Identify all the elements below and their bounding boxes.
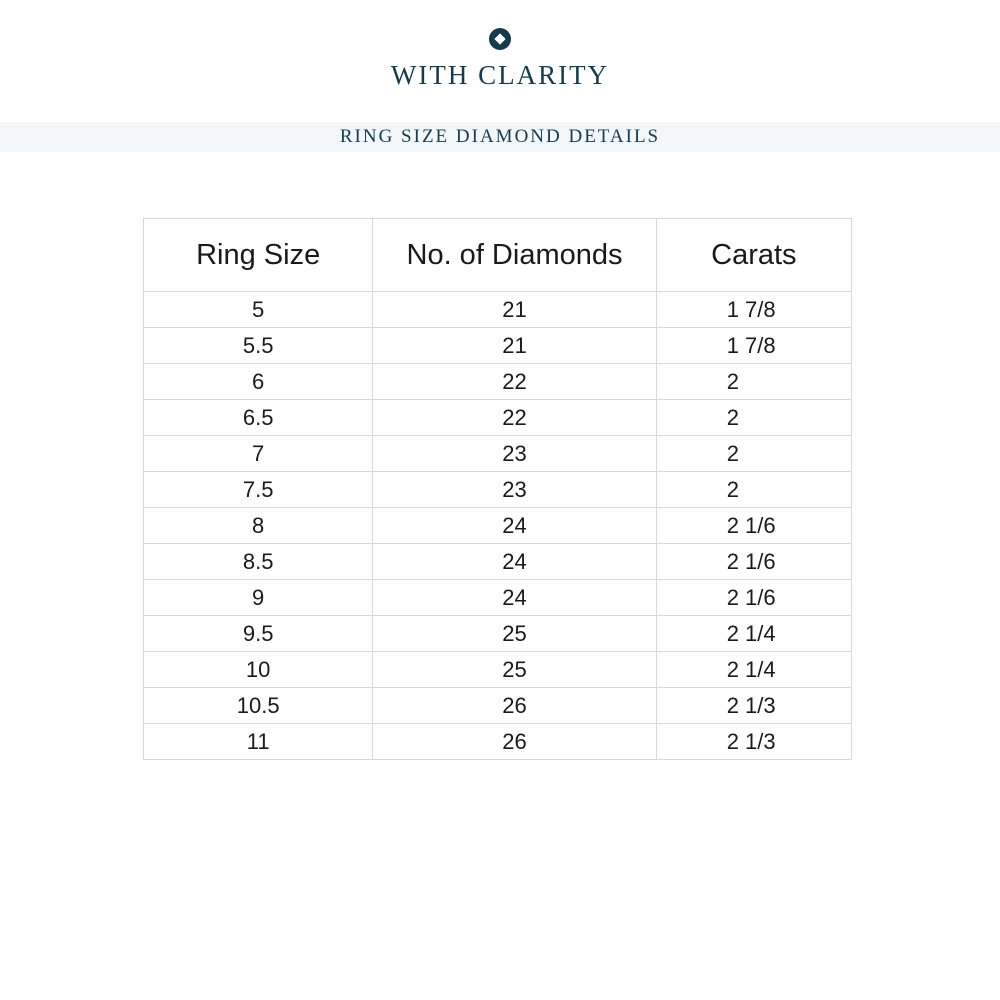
diamond-count-cell: 22 (373, 400, 656, 436)
page-title: RING SIZE DIAMOND DETAILS (339, 126, 661, 147)
ring-size-cell: 9 (144, 580, 373, 616)
column-header-ring-size: Ring Size (144, 219, 373, 292)
ring-size-cell: 6.5 (144, 400, 373, 436)
diamond-count-cell: 26 (373, 688, 656, 724)
table-row (144, 616, 852, 652)
title-band (0, 122, 1000, 152)
carats-cell: 2 1/6 (656, 580, 851, 616)
carats-cell: 1 7/8 (656, 328, 851, 364)
table-row (144, 508, 852, 544)
table-row (144, 436, 852, 472)
diamond-count-cell: 21 (373, 292, 656, 328)
carats-cell: 2 1/6 (656, 544, 851, 580)
ring-size-cell: 11 (144, 724, 373, 760)
ring-size-cell: 6 (144, 364, 373, 400)
column-header-carats: Carats (656, 219, 851, 292)
table-row (144, 580, 852, 616)
table-row (144, 688, 852, 724)
diamond-count-cell: 26 (373, 724, 656, 760)
diamond-count-cell: 24 (373, 508, 656, 544)
table-row (144, 652, 852, 688)
diamond-count-cell: 22 (373, 364, 656, 400)
carats-cell: 2 1/3 (656, 724, 851, 760)
diamond-count-cell: 25 (373, 616, 656, 652)
table-row (144, 328, 852, 364)
column-header-no-of-diamonds: No. of Diamonds (373, 219, 656, 292)
diamond-count-cell: 23 (373, 436, 656, 472)
diamond-circle-icon (489, 28, 511, 50)
brand-name: WITH CLARITY (390, 60, 610, 90)
ring-size-cell: 9.5 (144, 616, 373, 652)
ring-size-cell: 8.5 (144, 544, 373, 580)
diamond-count-cell: 21 (373, 328, 656, 364)
carats-cell: 1 7/8 (656, 292, 851, 328)
carats-cell: 2 1/4 (656, 616, 851, 652)
ring-size-cell: 5 (144, 292, 373, 328)
table-row (144, 724, 852, 760)
ring-size-cell: 10.5 (144, 688, 373, 724)
table-row (144, 544, 852, 580)
carats-cell: 2 (656, 436, 851, 472)
ring-size-cell: 10 (144, 652, 373, 688)
ring-size-table (143, 218, 852, 760)
table-row (144, 472, 852, 508)
carats-cell: 2 (656, 472, 851, 508)
ring-size-cell: 5.5 (144, 328, 373, 364)
diamond-count-cell: 23 (373, 472, 656, 508)
diamond-count-cell: 24 (373, 544, 656, 580)
diamond-count-cell: 24 (373, 580, 656, 616)
ring-size-cell: 8 (144, 508, 373, 544)
table-row (144, 292, 852, 328)
carats-cell: 2 1/6 (656, 508, 851, 544)
table-header-row (144, 219, 852, 292)
table-row (144, 400, 852, 436)
ring-size-cell: 7 (144, 436, 373, 472)
ring-size-cell: 7.5 (144, 472, 373, 508)
carats-cell: 2 1/4 (656, 652, 851, 688)
carats-cell: 2 (656, 364, 851, 400)
carats-cell: 2 1/3 (656, 688, 851, 724)
carats-cell: 2 (656, 400, 851, 436)
diamond-count-cell: 25 (373, 652, 656, 688)
table-row (144, 364, 852, 400)
